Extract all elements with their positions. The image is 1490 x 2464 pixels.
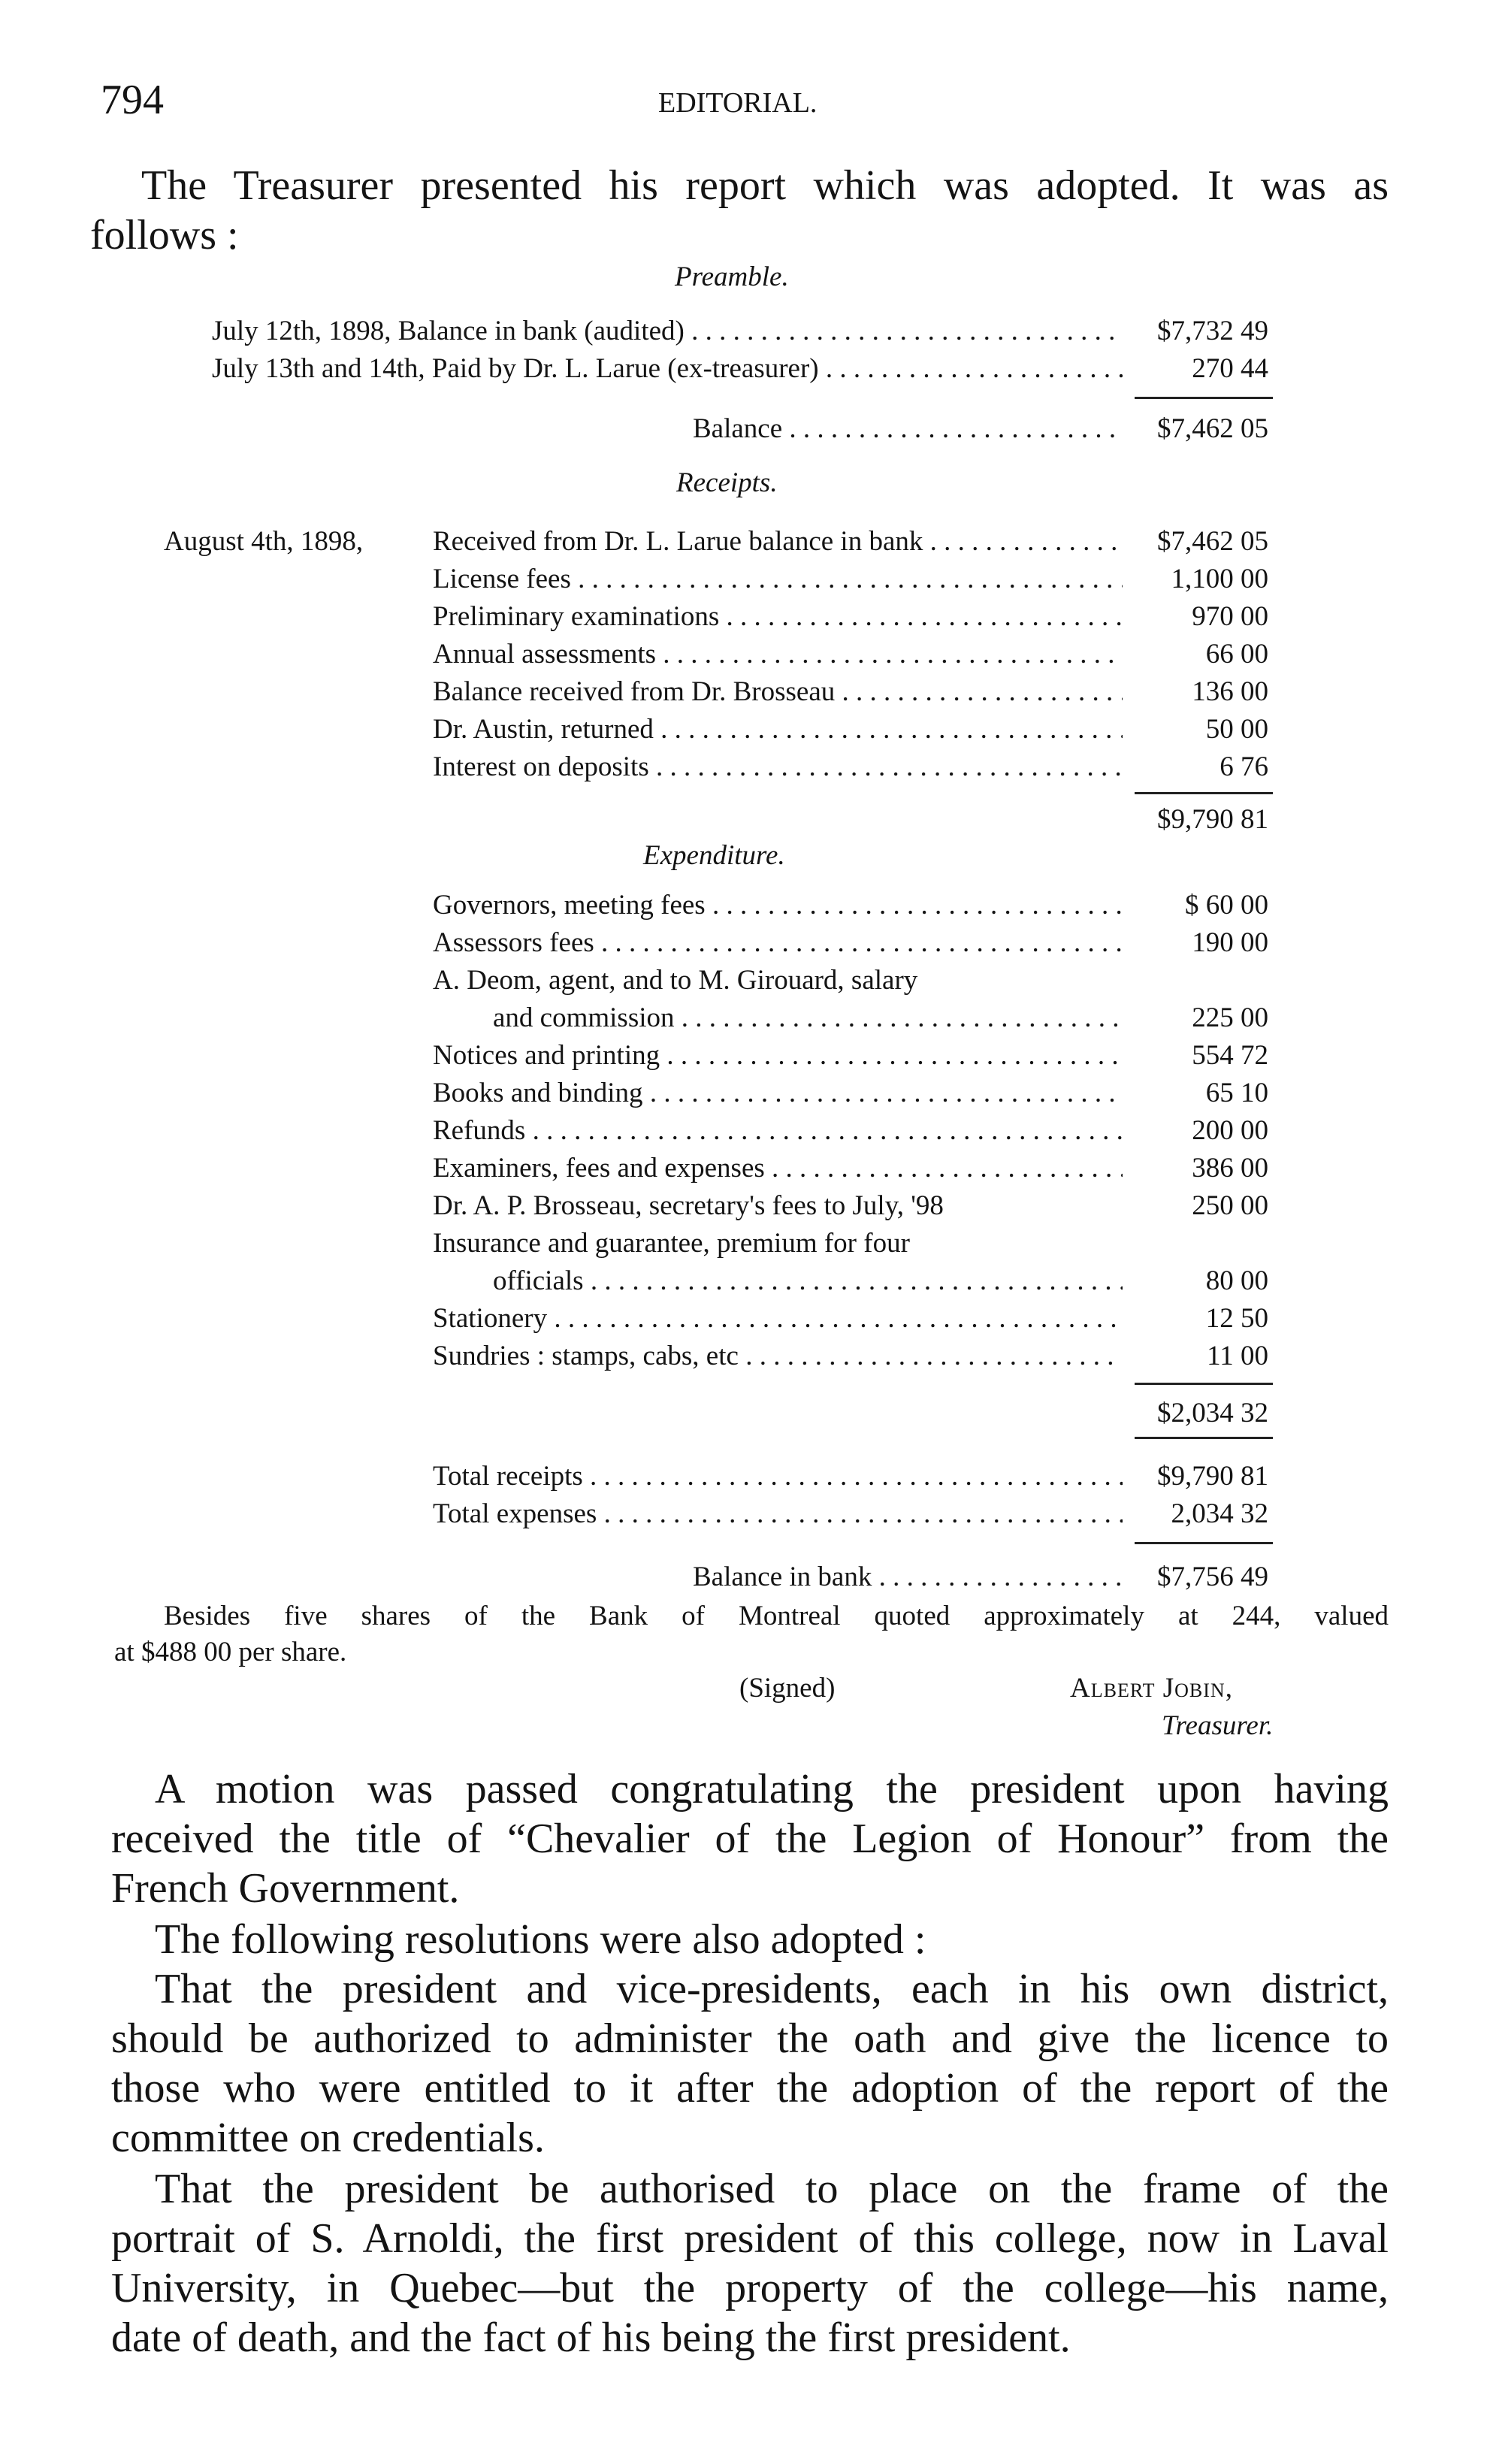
row-label: Dr. Austin, returned . . . [433,711,1123,748]
row-amount: $7,462 05 [1157,526,1268,557]
row-label: Sundries : stamps, cabs, etc . . . [433,1338,1123,1375]
intro-line-2: follows : [90,212,239,258]
row-label: Refunds . . . [433,1112,1123,1150]
paragraph-line: should be authorized to administer the oath and give the licence to [111,2015,1389,2062]
row-label: A. Deom, agent, and to M. Girouard, salary [433,965,918,996]
intro-line-1: The Treasurer presented his report which was adopted. It was as [141,162,1389,209]
table-row [0,1262,1490,1300]
row-amount: 250 00 [1192,1190,1268,1221]
total-rule [1135,1542,1273,1544]
row-label: Books and binding . . . [433,1075,1123,1112]
row-label: License fees . . . [433,561,1123,598]
row-amount: 225 00 [1192,1002,1268,1033]
row-amount: 136 00 [1192,676,1268,707]
table-row [0,350,1490,388]
row-label: Interest on deposits . . . [433,748,1123,786]
balance-row [0,1559,1490,1596]
paragraph-line: The following resolutions were also adopted : [155,1916,926,1963]
total-rule [1135,397,1273,399]
row-label: Balance . . . [693,410,1123,448]
table-row [0,1495,1490,1533]
receipts-heading: Receipts. [676,467,778,498]
table-row [0,1112,1490,1150]
row-amount: 970 00 [1192,601,1268,632]
receipts-date: August 4th, 1898, [164,526,364,557]
row-amount: $7,462 05 [1157,413,1268,444]
total-row [0,801,1490,839]
row-amount: 12 50 [1205,1303,1268,1334]
table-row [0,711,1490,748]
row-label: July 12th, 1898, Balance in bank (audited) . . . [212,313,1123,350]
row-label: Annual assessments . . . [433,636,1123,673]
row-label: Balance in bank . . . [693,1559,1123,1596]
table-row [0,561,1490,598]
total-rule [1135,792,1273,794]
table-row [0,924,1490,962]
paragraph-line: French Government. [111,1865,460,1912]
signatory-title: Treasurer. [1162,1710,1274,1741]
table-row [0,1338,1490,1375]
row-amount: 50 00 [1205,714,1268,745]
paragraph-line: committee on credentials. [111,2115,545,2161]
shares-note-line-2: at $488 00 per share. [114,1637,347,1667]
table-row [0,748,1490,786]
row-amount: 66 00 [1205,639,1268,670]
table-row [0,1075,1490,1112]
paragraph-line: received the title of “Chevalier of the Legion of Honour” from the [111,1815,1389,1862]
table-row [0,1225,1490,1262]
running-title: EDITORIAL. [658,87,818,119]
row-label: Examiners, fees and expenses . . . [433,1150,1123,1187]
paragraph-line: portrait of S. Arnoldi, the first president of this college, now in Laval [111,2215,1389,2262]
preamble-heading: Preamble. [675,262,789,292]
table-row [0,962,1490,999]
expenditure-heading: Expenditure. [643,840,785,871]
row-label: officials . . . [493,1262,1123,1300]
table-row [0,887,1490,924]
table-row [0,1300,1490,1338]
row-label: Received from Dr. L. Larue balance in bank . . . [433,523,1123,561]
row-label: Governors, meeting fees . . . [433,887,1123,924]
table-row [0,1150,1490,1187]
table-row [0,598,1490,636]
paragraph-line: A motion was passed congratulating the president upon having [155,1766,1389,1812]
row-amount: 80 00 [1205,1265,1268,1296]
row-label: Assessors fees . . . [433,924,1123,962]
row-amount: $7,732 49 [1157,316,1268,346]
paragraph-line: University, in Quebec—but the property of the college—his name, [111,2265,1389,2311]
page-number: 794 [101,77,164,123]
row-amount: 6 76 [1220,751,1268,782]
table-row [0,313,1490,350]
table-row [0,999,1490,1037]
table-row [0,1187,1490,1225]
expenditure-total: $2,034 32 [1157,1398,1268,1429]
paragraph-line: That the president and vice-presidents, each in his own district, [155,1966,1389,2012]
receipts-total: $9,790 81 [1157,804,1268,835]
row-amount: 190 00 [1192,927,1268,958]
paragraph-line: date of death, and the fact of his being the first president. [111,2314,1071,2361]
row-label: Preliminary examinations . . . [433,598,1123,636]
shares-note-line-1: Besides five shares of the Bank of Montreal quoted approximately at 244, valued [164,1601,1389,1631]
row-label: Insurance and guarantee, premium for four [433,1228,910,1259]
row-amount: 200 00 [1192,1115,1268,1146]
row-amount: 1,100 00 [1171,564,1268,594]
paragraph-line: those who were entitled to it after the adoption of the report of the [111,2065,1389,2112]
table-row [0,673,1490,711]
row-label: Balance received from Dr. Brosseau . . . [433,673,1123,711]
row-label: Stationery . . . [433,1300,1123,1338]
row-amount: $ 60 00 [1185,890,1268,921]
row-amount: 554 72 [1192,1040,1268,1071]
paragraph-line: That the president be authorised to place on the frame of the [155,2166,1389,2212]
row-amount: $7,756 49 [1157,1562,1268,1592]
signed-label: (Signed) [739,1673,836,1704]
row-amount: $9,790 81 [1157,1461,1268,1492]
row-amount: 270 44 [1192,353,1268,384]
total-row [0,1395,1490,1432]
table-row [0,636,1490,673]
total-rule [1135,1437,1273,1439]
row-label: and commission . . . [493,999,1123,1037]
row-label: Notices and printing . . . [433,1037,1123,1075]
row-amount: 11 00 [1207,1341,1268,1371]
row-label: July 13th and 14th, Paid by Dr. L. Larue (ex-treasurer) . . . [212,350,1123,388]
row-label: Total receipts . . . [433,1458,1123,1495]
row-amount: 2,034 32 [1171,1498,1268,1529]
row-amount: 386 00 [1192,1153,1268,1184]
table-row [0,523,1490,561]
total-rule [1135,1383,1273,1385]
row-label: Total expenses . . . [433,1495,1123,1533]
row-amount: 65 10 [1205,1078,1268,1108]
table-row [0,1037,1490,1075]
balance-row [0,410,1490,448]
table-row [0,1458,1490,1495]
signatory-name: Albert Jobin, [1070,1673,1233,1704]
row-label: Dr. A. P. Brosseau, secretary's fees to July, '98 [433,1190,944,1221]
